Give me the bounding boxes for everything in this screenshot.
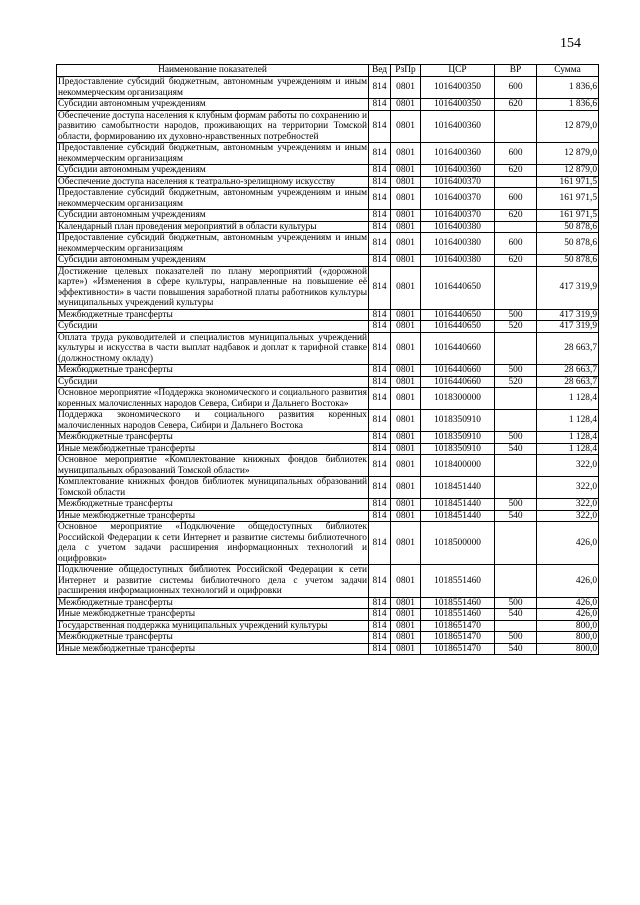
cell-name: Субсидии автономным учреждениям <box>57 99 369 111</box>
cell-csr: 1018451440 <box>421 477 495 499</box>
table-row <box>57 77 599 99</box>
cell-name: Основное мероприятие «Комплектование книжных фондов библиотек муниципальных образований Томской области» <box>58 455 367 476</box>
cell-csr: 1016400370 <box>421 210 495 222</box>
cell-rzpr: 0801 <box>391 432 421 444</box>
table-row <box>57 221 599 233</box>
cell-csr: 1016400350 <box>421 77 495 99</box>
table-row <box>57 99 599 111</box>
cell-vr <box>495 176 537 188</box>
header-ved: Вед <box>369 65 391 77</box>
cell-name: Субсидии <box>57 321 369 333</box>
cell-vr <box>495 388 537 410</box>
cell-sum: 50 878,6 <box>537 255 599 267</box>
cell-sum: 800,0 <box>537 620 599 632</box>
cell-vr: 500 <box>495 632 537 644</box>
cell-csr: 1018350910 <box>421 443 495 455</box>
cell-ved: 814 <box>369 365 391 377</box>
cell-rzpr: 0801 <box>391 77 421 99</box>
cell-ved: 814 <box>369 188 391 210</box>
cell-name: Межбюджетные трансферты <box>57 499 369 511</box>
cell-name: Межбюджетные трансферты <box>57 365 369 377</box>
header-name: Наименование показателей <box>57 65 369 77</box>
cell-name: Субсидии автономным учреждениям <box>57 210 369 222</box>
cell-csr: 1016440660 <box>421 376 495 388</box>
cell-rzpr: 0801 <box>391 410 421 432</box>
cell-name: Предоставление субсидий бюджетным, автономным учреждениям и иным некоммерческим организациям <box>58 143 367 164</box>
cell-sum: 417 319,9 <box>537 266 599 309</box>
cell-sum: 426,0 <box>537 565 599 598</box>
cell-ved: 814 <box>369 597 391 609</box>
table-row <box>57 255 599 267</box>
cell-vr: 500 <box>495 597 537 609</box>
cell-rzpr: 0801 <box>391 99 421 111</box>
cell-name: Предоставление субсидий бюджетным, автономным учреждениям и иным некоммерческим организациям <box>58 233 367 254</box>
cell-rzpr: 0801 <box>391 365 421 377</box>
cell-sum: 426,0 <box>537 522 599 565</box>
cell-sum: 1 836,6 <box>537 99 599 111</box>
cell-rzpr: 0801 <box>391 233 421 255</box>
cell-name: Поддержка экономического и социального развития коренных малочисленных народов Севера, Сибири и Дальнего Востока <box>58 410 367 431</box>
cell-rzpr: 0801 <box>391 321 421 333</box>
cell-ved: 814 <box>369 432 391 444</box>
cell-rzpr: 0801 <box>391 632 421 644</box>
cell-ved: 814 <box>369 266 391 309</box>
table-row <box>57 321 599 333</box>
header-sum: Сумма <box>537 65 599 77</box>
cell-ved: 814 <box>369 210 391 222</box>
cell-sum: 28 663,7 <box>537 332 599 365</box>
cell-sum: 50 878,6 <box>537 233 599 255</box>
cell-rzpr: 0801 <box>391 522 421 565</box>
table-row <box>57 609 599 621</box>
table-row <box>57 165 599 177</box>
table-row <box>57 499 599 511</box>
table-row <box>57 620 599 632</box>
cell-name: Оплата труда руководителей и специалистов муниципальных учреждений культуры и искусства в части выплат надбавок и доплат к тарифной ставке (должностному окладу) <box>58 332 367 364</box>
cell-ved: 814 <box>369 455 391 477</box>
cell-vr: 540 <box>495 510 537 522</box>
table-row <box>57 143 599 165</box>
cell-sum: 1 128,4 <box>537 432 599 444</box>
table-row <box>57 443 599 455</box>
cell-sum: 417 319,9 <box>537 309 599 321</box>
header-csr: ЦСР <box>421 65 495 77</box>
cell-name: Обеспечение доступа населения к театрально-зрелищному искусству <box>57 176 369 188</box>
cell-ved: 814 <box>369 609 391 621</box>
cell-sum: 417 319,9 <box>537 321 599 333</box>
cell-sum: 1 128,4 <box>537 443 599 455</box>
cell-rzpr: 0801 <box>391 110 421 143</box>
cell-csr: 1018451440 <box>421 510 495 522</box>
cell-vr <box>495 565 537 598</box>
cell-name: Подключение общедоступных библиотек Российской Федерации к сети Интернет и развитие системы библиотечного дела с учетом задачи расширения информационных технологий и оцифровки <box>58 565 367 596</box>
cell-sum: 322,0 <box>537 510 599 522</box>
cell-sum: 12 879,0 <box>537 110 599 143</box>
cell-name: Календарный план проведения мероприятий в области культуры <box>57 221 369 233</box>
cell-name: Субсидии автономным учреждениям <box>57 255 369 267</box>
cell-csr: 1018300000 <box>421 388 495 410</box>
cell-vr: 540 <box>495 609 537 621</box>
cell-csr: 1018551460 <box>421 609 495 621</box>
cell-name: Предоставление субсидий бюджетным, автономным учреждениям и иным некоммерческим организациям <box>58 77 367 98</box>
table-row <box>57 210 599 222</box>
cell-name: Предоставление субсидий бюджетным, автономным учреждениям и иным некоммерческим организациям <box>58 188 367 209</box>
cell-sum: 1 836,6 <box>537 77 599 99</box>
cell-rzpr: 0801 <box>391 332 421 365</box>
cell-csr: 1016400370 <box>421 176 495 188</box>
cell-csr: 1018350910 <box>421 410 495 432</box>
cell-csr: 1016440650 <box>421 309 495 321</box>
cell-vr <box>495 620 537 632</box>
cell-rzpr: 0801 <box>391 266 421 309</box>
table-header-row <box>57 65 599 77</box>
cell-ved: 814 <box>369 309 391 321</box>
table-row <box>57 477 599 499</box>
cell-ved: 814 <box>369 233 391 255</box>
cell-name: Межбюджетные трансферты <box>57 309 369 321</box>
cell-csr: 1016440650 <box>421 266 495 309</box>
cell-vr <box>495 332 537 365</box>
cell-ved: 814 <box>369 565 391 598</box>
cell-rzpr: 0801 <box>391 309 421 321</box>
cell-csr: 1016440660 <box>421 365 495 377</box>
cell-vr <box>495 455 537 477</box>
cell-sum: 161 971,5 <box>537 176 599 188</box>
cell-vr: 600 <box>495 143 537 165</box>
cell-csr: 1018551460 <box>421 565 495 598</box>
cell-vr: 620 <box>495 165 537 177</box>
cell-csr: 1018350910 <box>421 432 495 444</box>
cell-rzpr: 0801 <box>391 255 421 267</box>
table-row <box>57 522 599 565</box>
cell-csr: 1016400360 <box>421 110 495 143</box>
table-row <box>57 176 599 188</box>
cell-rzpr: 0801 <box>391 609 421 621</box>
cell-ved: 814 <box>369 510 391 522</box>
cell-csr: 1016400370 <box>421 188 495 210</box>
cell-sum: 50 878,6 <box>537 221 599 233</box>
cell-sum: 800,0 <box>537 632 599 644</box>
cell-rzpr: 0801 <box>391 165 421 177</box>
cell-csr: 1016400360 <box>421 143 495 165</box>
table-row <box>57 410 599 432</box>
table-row <box>57 233 599 255</box>
cell-vr: 500 <box>495 499 537 511</box>
cell-vr: 540 <box>495 643 537 655</box>
header-rzpr: РзПр <box>391 65 421 77</box>
cell-name: Иные межбюджетные трансферты <box>57 510 369 522</box>
cell-vr: 500 <box>495 365 537 377</box>
cell-ved: 814 <box>369 643 391 655</box>
cell-vr: 600 <box>495 188 537 210</box>
cell-ved: 814 <box>369 443 391 455</box>
cell-sum: 426,0 <box>537 609 599 621</box>
cell-sum: 322,0 <box>537 455 599 477</box>
table-row <box>57 432 599 444</box>
cell-name: Иные межбюджетные трансферты <box>57 643 369 655</box>
cell-name: Иные межбюджетные трансферты <box>57 443 369 455</box>
cell-vr: 520 <box>495 321 537 333</box>
cell-sum: 1 128,4 <box>537 388 599 410</box>
cell-ved: 814 <box>369 77 391 99</box>
cell-csr: 1018551460 <box>421 597 495 609</box>
cell-name: Обеспечение доступа населения к клубным формам работы по сохранению и развитию самобытности народов, проживающих на территории Томской области, формированию их духовно-нравственных потребностей <box>58 110 367 142</box>
table-row <box>57 332 599 365</box>
cell-csr: 1018400000 <box>421 455 495 477</box>
table-row <box>57 188 599 210</box>
cell-sum: 161 971,5 <box>537 210 599 222</box>
cell-vr: 500 <box>495 432 537 444</box>
cell-vr <box>495 410 537 432</box>
table-row <box>57 110 599 143</box>
cell-ved: 814 <box>369 332 391 365</box>
cell-csr: 1016400360 <box>421 165 495 177</box>
cell-rzpr: 0801 <box>391 388 421 410</box>
table-row <box>57 388 599 410</box>
cell-ved: 814 <box>369 321 391 333</box>
cell-ved: 814 <box>369 165 391 177</box>
cell-vr <box>495 477 537 499</box>
table-row <box>57 643 599 655</box>
cell-ved: 814 <box>369 388 391 410</box>
cell-vr <box>495 522 537 565</box>
cell-ved: 814 <box>369 176 391 188</box>
cell-sum: 426,0 <box>537 597 599 609</box>
cell-csr: 1018651470 <box>421 643 495 655</box>
cell-sum: 12 879,0 <box>537 165 599 177</box>
cell-name: Субсидии <box>57 376 369 388</box>
cell-rzpr: 0801 <box>391 143 421 165</box>
cell-sum: 28 663,7 <box>537 365 599 377</box>
header-vr: ВР <box>495 65 537 77</box>
cell-rzpr: 0801 <box>391 597 421 609</box>
cell-vr: 600 <box>495 233 537 255</box>
cell-csr: 1018451440 <box>421 499 495 511</box>
cell-csr: 1016400380 <box>421 255 495 267</box>
table-row <box>57 565 599 598</box>
cell-name: Межбюджетные трансферты <box>57 597 369 609</box>
page-number: 154 <box>560 36 581 51</box>
cell-rzpr: 0801 <box>391 188 421 210</box>
cell-sum: 161 971,5 <box>537 188 599 210</box>
cell-vr: 620 <box>495 210 537 222</box>
table-row <box>57 632 599 644</box>
cell-rzpr: 0801 <box>391 376 421 388</box>
cell-vr: 500 <box>495 309 537 321</box>
cell-ved: 814 <box>369 410 391 432</box>
cell-rzpr: 0801 <box>391 477 421 499</box>
cell-name: Иные межбюджетные трансферты <box>57 609 369 621</box>
cell-ved: 814 <box>369 499 391 511</box>
cell-ved: 814 <box>369 477 391 499</box>
table-row <box>57 309 599 321</box>
budget-table <box>56 64 599 655</box>
cell-name: Комплектование книжных фондов библиотек муниципальных образований Томской области <box>58 477 367 498</box>
cell-name: Межбюджетные трансферты <box>57 632 369 644</box>
cell-name: Межбюджетные трансферты <box>57 432 369 444</box>
cell-csr: 1016400350 <box>421 99 495 111</box>
cell-name: Субсидии автономным учреждениям <box>57 165 369 177</box>
cell-ved: 814 <box>369 632 391 644</box>
cell-csr: 1018651470 <box>421 632 495 644</box>
cell-ved: 814 <box>369 522 391 565</box>
cell-rzpr: 0801 <box>391 510 421 522</box>
table-row <box>57 597 599 609</box>
cell-sum: 12 879,0 <box>537 143 599 165</box>
cell-ved: 814 <box>369 221 391 233</box>
cell-vr <box>495 266 537 309</box>
cell-vr: 520 <box>495 376 537 388</box>
cell-ved: 814 <box>369 99 391 111</box>
cell-rzpr: 0801 <box>391 499 421 511</box>
cell-sum: 28 663,7 <box>537 376 599 388</box>
cell-vr <box>495 221 537 233</box>
cell-rzpr: 0801 <box>391 620 421 632</box>
cell-sum: 322,0 <box>537 477 599 499</box>
cell-name: Государственная поддержка муниципальных учреждений культуры <box>57 620 369 632</box>
cell-vr: 620 <box>495 255 537 267</box>
table-row <box>57 455 599 477</box>
cell-rzpr: 0801 <box>391 176 421 188</box>
cell-csr: 1018651470 <box>421 620 495 632</box>
cell-csr: 1016440660 <box>421 332 495 365</box>
cell-rzpr: 0801 <box>391 643 421 655</box>
cell-sum: 322,0 <box>537 499 599 511</box>
cell-csr: 1018500000 <box>421 522 495 565</box>
table-row <box>57 365 599 377</box>
cell-ved: 814 <box>369 620 391 632</box>
cell-ved: 814 <box>369 143 391 165</box>
cell-rzpr: 0801 <box>391 210 421 222</box>
cell-rzpr: 0801 <box>391 221 421 233</box>
cell-vr: 540 <box>495 443 537 455</box>
table-row <box>57 510 599 522</box>
cell-csr: 1016400380 <box>421 221 495 233</box>
cell-sum: 800,0 <box>537 643 599 655</box>
cell-name: Достижение целевых показателей по плану мероприятий («дорожной карте») «Изменения в сфере культуры, направленные на повышение её эффективности» в части повышения заработной платы работников культуры муниципальных учреждений культуры <box>58 266 367 308</box>
cell-name: Основное мероприятие «Поддержка экономического и социального развития коренных малочисленных народов Севера, Сибири и Дальнего Востока» <box>58 388 367 409</box>
cell-rzpr: 0801 <box>391 443 421 455</box>
cell-csr: 1016440650 <box>421 321 495 333</box>
cell-name: Основное мероприятие «Подключение общедоступных библиотек Российской Федерации к сети Интернет и развитие системы библиотечного дела с учетом задачи расширения информационных технологий и оцифровки» <box>58 522 367 564</box>
cell-vr <box>495 110 537 143</box>
cell-vr: 600 <box>495 77 537 99</box>
cell-sum: 1 128,4 <box>537 410 599 432</box>
cell-rzpr: 0801 <box>391 565 421 598</box>
cell-csr: 1016400380 <box>421 233 495 255</box>
cell-ved: 814 <box>369 110 391 143</box>
cell-rzpr: 0801 <box>391 455 421 477</box>
cell-vr: 620 <box>495 99 537 111</box>
table-row <box>57 266 599 309</box>
table-row <box>57 376 599 388</box>
cell-ved: 814 <box>369 255 391 267</box>
cell-ved: 814 <box>369 376 391 388</box>
